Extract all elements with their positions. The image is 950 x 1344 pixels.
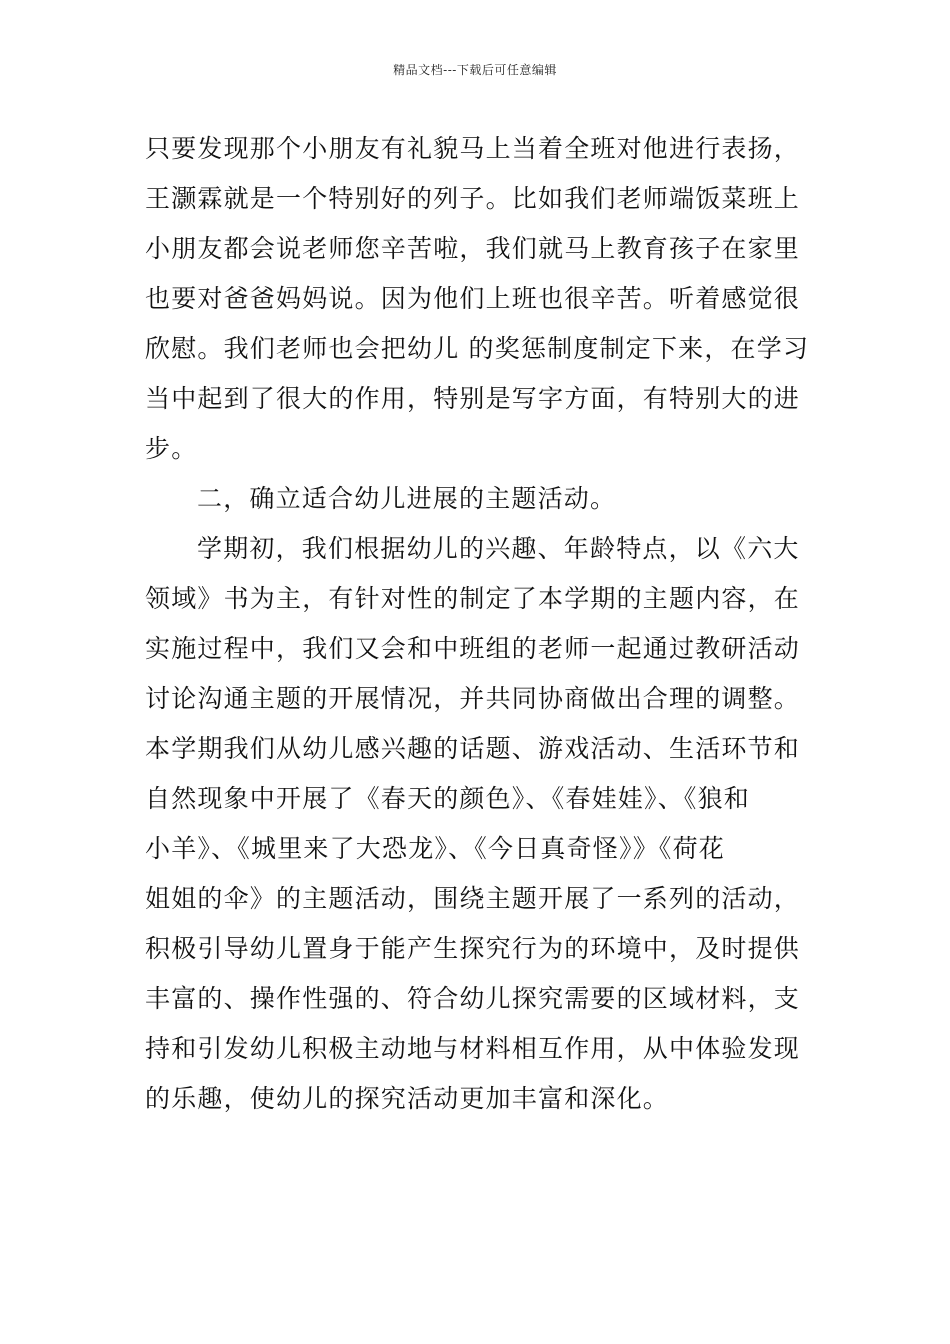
page-header: 精品文档---下载后可任意编辑	[393, 63, 557, 77]
text-line: 学期初，我们根据幼儿的兴趣、年龄特点，以《六大	[197, 534, 800, 563]
text-line: 讨论沟通主题的开展情况，并共同协商做出合理的调整。	[145, 684, 801, 713]
text-line: 小朋友都会说老师您辛苦啦，我们就马上教育孩子在家里	[145, 234, 801, 263]
text-line: 持和引发幼儿积极主动地与材料相互作用，从中体验发现	[145, 1034, 801, 1063]
text-line: 步。	[145, 434, 198, 463]
text-line: 自然现象中开展了《春天的颜色》、《春娃娃》、《狼和	[145, 784, 751, 813]
text-line: 王灏霖就是一个特别好的列子。比如我们老师端饭菜班上	[145, 184, 801, 213]
text-line: 欣慰。我们老师也会把幼儿 的奖惩制度制定下来，在学习	[145, 334, 810, 363]
text-line: 实施过程中，我们又会和中班组的老师一起通过教研活动	[145, 634, 801, 663]
text-line: 领域》书为主，有针对性的制定了本学期的主题内容，在	[145, 584, 801, 613]
text-line: 本学期我们从幼儿感兴趣的话题、游戏活动、生活环节和	[145, 734, 801, 763]
text-line: 的乐趣，使幼儿的探究活动更加丰富和深化。	[145, 1084, 670, 1113]
text-line: 当中起到了很大的作用，特别是写字方面，有特别大的进	[145, 384, 801, 413]
text-line: 丰富的、操作性强的、符合幼儿探究需要的区域材料，支	[145, 984, 801, 1013]
text-line: 积极引导幼儿置身于能产生探究行为的环境中，及时提供	[145, 934, 801, 963]
section-heading: 二，确立适合幼儿进展的主题活动。	[197, 484, 617, 513]
text-line: 姐姐的伞》的主题活动，围绕主题开展了一系列的活动，	[145, 884, 801, 913]
text-line: 只要发现那个小朋友有礼貌马上当着全班对他进行表扬，	[145, 134, 801, 163]
body-text	[145, 124, 815, 1124]
text-line: 小羊》、《城里来了大恐龙》、《今日真奇怪》》《荷花	[145, 834, 726, 863]
text-line: 也要对爸爸妈妈说。因为他们上班也很辛苦。听着感觉很	[145, 284, 801, 313]
